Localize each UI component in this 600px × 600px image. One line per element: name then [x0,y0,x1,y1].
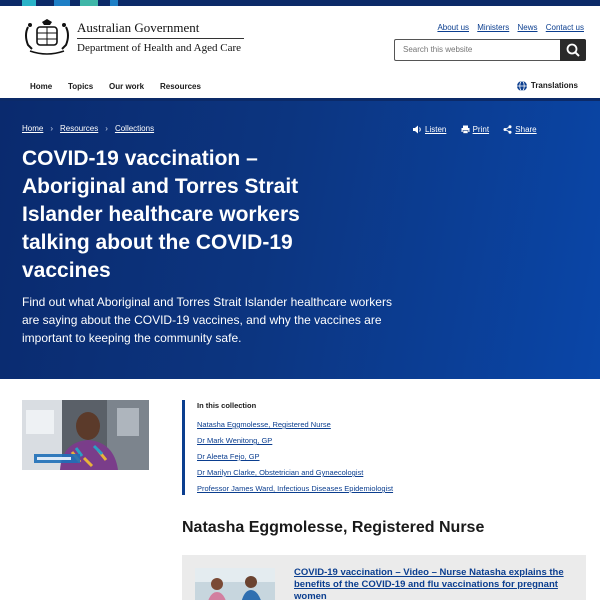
collection-link-marilyn-clarke[interactable]: Dr Marilyn Clarke, Obstetrician and Gynaecologist [197,468,364,477]
collection-heading: In this collection [197,401,257,410]
share-label: Share [515,125,537,134]
printer-icon [461,125,470,134]
nav-item-topics[interactable]: Topics [68,82,94,91]
breadcrumb-collections[interactable]: Collections [114,124,155,133]
print-button[interactable] [461,125,504,134]
search-icon [560,39,586,61]
hero-banner [0,101,600,379]
listen-label: Listen [425,125,447,134]
collection-link-james-ward[interactable]: Professor James Ward, Infectious Diseases Epidemiologist [197,484,394,493]
main-nav [0,72,600,101]
page-title: COVID-19 vaccination – Aboriginal and Torres Strait Islander healthcare workers talking about the COVID-19 vaccines [22,147,300,282]
page-description: Find out what Aboriginal and Torres Strait Islander healthcare workers are saying about the COVID-19 vaccines, and why the vaccines are important to keeping the community safe. [22,295,392,345]
translations-button[interactable] [516,80,578,92]
share-icon [503,125,512,134]
nav-item-home[interactable]: Home [30,82,53,91]
collection-link-natasha-eggmolesse[interactable]: Natasha Eggmolesse, Registered Nurse [197,420,331,429]
resource-card [182,555,586,600]
video-still-illustration [22,400,149,470]
government-logo[interactable] [22,19,242,57]
resource-card-link[interactable]: COVID-19 vaccination – Video – Nurse Natasha explains the benefits of the COVID-19 and flu vaccinations for pregnant women [294,567,564,600]
listen-button[interactable] [412,125,461,134]
about-us-link[interactable]: About us [437,23,470,32]
nav-item-resources[interactable]: Resources [160,82,201,91]
contact-us-link[interactable]: Contact us [545,23,584,32]
logo-department-text: Department of Health and Aged Care [77,38,244,55]
nurse-video-illustration [195,568,275,600]
search-box [394,39,586,61]
search-button[interactable] [560,39,586,61]
speaker-icon [412,125,422,134]
search-input[interactable] [403,45,553,54]
utility-links [431,23,584,32]
collection-list [182,400,482,495]
translations-label: Translations [530,81,578,91]
section-heading: Natasha Eggmolesse, Registered Nurse [182,519,485,536]
resource-card-image[interactable] [195,568,275,600]
breadcrumb-resources[interactable]: Resources [60,124,99,133]
collection-link-mark-wenitong[interactable]: Dr Mark Wenitong, GP [197,436,273,445]
ministers-link[interactable]: Ministers [477,23,510,32]
chevron-right-icon: › [50,124,54,133]
breadcrumb [22,124,154,133]
chevron-right-icon: › [105,124,108,133]
print-label: Print [472,125,490,134]
collection-link-aleeta-fejo[interactable]: Dr Aleeta Fejo, GP [197,452,260,461]
site-header [0,6,600,72]
hero-thumbnail-image [22,400,149,470]
nav-item-our-work[interactable]: Our work [109,82,145,91]
share-button[interactable] [503,125,548,134]
page-tools [412,125,549,134]
news-link[interactable]: News [517,23,538,32]
coat-of-arms-icon [22,19,72,57]
globe-icon [516,80,528,92]
logo-government-text: Australian Government [77,20,200,35]
breadcrumb-home[interactable]: Home [22,124,44,133]
